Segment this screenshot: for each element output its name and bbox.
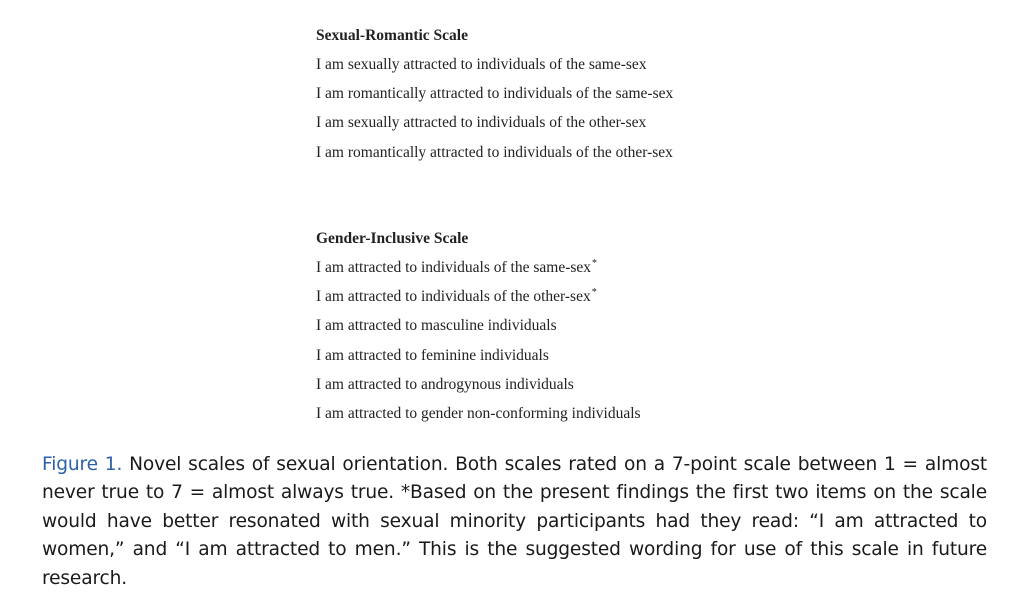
gender-inclusive-scale (316, 227, 641, 431)
scale-item-text: I am attracted to individuals of the same-sex (316, 259, 592, 276)
figure-label: Figure 1. (42, 454, 123, 475)
scale-item: I am attracted to androgynous individuals (316, 375, 574, 393)
scale-item-text: I am attracted to individuals of the other-sex (316, 288, 591, 306)
scale-item: I am attracted to masculine individuals (316, 317, 557, 335)
scale-item: I am romantically attracted to individuals of the same-sex (316, 85, 674, 103)
footnote-marker: * (592, 257, 598, 269)
scale-title: Sexual-Romantic Scale (316, 27, 468, 44)
scale-title: Gender-Inclusive Scale (316, 230, 469, 247)
figure-caption (42, 451, 987, 593)
sexual-romantic-scale (316, 24, 673, 170)
scale-item: I am attracted to gender non-conforming individuals (316, 404, 641, 422)
scale-item: I am sexually attracted to individuals of the same-sex (316, 56, 647, 73)
scale-item: I am attracted to feminine individuals (316, 346, 549, 364)
footnote-marker: * (591, 287, 597, 299)
caption-text: Novel scales of sexual orientation. Both scales rated on a 7-point scale between 1 = almost never true to 7 = almost always true. *Based on the present findings the first two items on the scale would have better resonated with sexual minority participants had they read: “I am attracted to women,” and “I am attracted to men.” This is the suggested wording for use of this scale in future research. (42, 454, 988, 589)
scale-item-with-footnote (316, 285, 641, 314)
scale-item: I am sexually attracted to individuals of the other-sex (316, 114, 647, 132)
scale-item: I am romantically attracted to individuals of the other-sex (316, 143, 673, 161)
scale-item-with-footnote (316, 256, 641, 285)
